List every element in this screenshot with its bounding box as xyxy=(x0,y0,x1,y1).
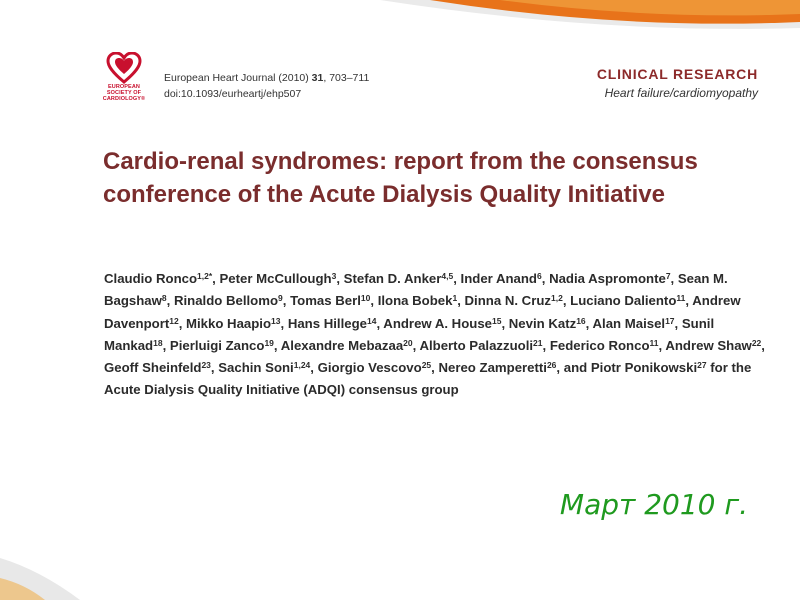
author xyxy=(218,360,310,375)
section-title: CLINICAL RESEARCH xyxy=(596,66,758,82)
section-subtitle: Heart failure/cardiomyopathy xyxy=(604,86,758,100)
author-name: Alexandre Mebazaa xyxy=(280,337,404,353)
author-name: Piotr Ponikowski xyxy=(590,360,698,376)
logo-text: EUROPEAN SOCIETY OF CARDIOLOGY® xyxy=(102,84,146,102)
author-affiliation: 26 xyxy=(546,360,557,371)
author-affiliation: 9 xyxy=(278,293,283,304)
authors: Claudio Ronco$^{1,2*}$, Peter McCullough$^3$, Stefan D. Anker$^{4,5}$, Inder Anand$^6$, Nadia Aspromonte$^7$, Sean M. Bagshaw$^8$, Rinaldo Bellomo$^9$, Tomas Berl$^{10}$, Ilona Bobek$^1$, Dinna N. Cruz$^{1,2}$, Luciano Daliento$^{11}$, Andrew Davenport$^{12}$, Mikko Haapio$^{13}$, Hans Hillege$^{14}$, Andrew A. House$^{15}$, Nevin Katz$^{16}$, Alan Maisel$^{17}$, Sunil Mankad$^{18}$, Pierluigi Zanco$^{19}$, Alexandre Mebazaa$^{20}$, Alberto Palazzuoli$^{21}$, Federico Ronco$^{11}$, Andrew Shaw$^{22}$, Geoff Sheinfeld$^{23}$, Sachin Soni$^{1,24}$, Giorgio Vescovo$^{25}$, Nereo Zamperetti$^{26}$, xyxy=(104,271,765,376)
author-list xyxy=(104,268,774,402)
last-author xyxy=(591,360,707,375)
author-affiliation: 22 xyxy=(751,337,762,348)
article-title: Cardio-renal syndromes: report from the consensus conference of the Acute Dialysis Quality Initiative xyxy=(103,148,698,208)
author-affiliation: 12 xyxy=(169,315,179,326)
author-affiliation: 25 xyxy=(421,360,432,371)
journal-pages: , 703–711 xyxy=(323,72,370,84)
author-name: Nadia Aspromonte xyxy=(549,271,666,286)
author-affiliation: 20 xyxy=(403,337,413,348)
author-name: Sean M. Bagshaw xyxy=(104,271,728,309)
orange-banner-decoration xyxy=(0,0,800,40)
author xyxy=(290,293,370,308)
author xyxy=(461,271,542,286)
author-name: Nereo Zamperetti xyxy=(438,360,547,376)
author-name: Claudio Ronco xyxy=(104,271,198,286)
author xyxy=(549,271,670,286)
author-name: Rinaldo Bellomo xyxy=(173,293,279,309)
author-affiliation: 4,5 xyxy=(441,271,454,281)
author-name: Ilona Bobek xyxy=(377,293,453,309)
author-name: Inder Anand xyxy=(460,271,537,286)
journal-volume: 31 xyxy=(311,72,324,84)
author-name: Stefan D. Anker xyxy=(343,271,442,286)
author xyxy=(104,360,211,375)
author-name: Pierluigi Zanco xyxy=(169,337,265,353)
journal-citation xyxy=(164,70,369,102)
author-name: Peter McCullough xyxy=(219,271,332,286)
author-affiliation: 16 xyxy=(576,315,586,326)
author-affiliation: 11 xyxy=(649,337,659,348)
journal-name: European Heart Journal (2010) xyxy=(164,72,312,84)
author-affiliation: 27 xyxy=(697,360,707,371)
author xyxy=(344,271,454,286)
author xyxy=(378,293,457,308)
author xyxy=(550,338,659,353)
author-affiliation: 1 xyxy=(452,293,458,304)
date-label: Март 2010 г. xyxy=(559,488,748,521)
author-name: Sachin Soni xyxy=(218,360,294,376)
author-affiliation: 1,24 xyxy=(293,360,311,371)
author xyxy=(281,338,413,353)
author xyxy=(570,293,685,308)
authors-conjunction: and xyxy=(563,360,588,376)
esc-logo xyxy=(100,52,152,122)
doi: doi:10.1093/eurheartj/ehp507 xyxy=(164,88,302,100)
author xyxy=(170,338,274,353)
author xyxy=(593,316,675,331)
journal-line xyxy=(164,70,369,86)
author-affiliation: 19 xyxy=(264,337,274,348)
author-name: Hans Hillege xyxy=(287,315,367,331)
author-name: Mikko Haapio xyxy=(186,315,272,331)
author-affiliation: 14 xyxy=(366,315,377,326)
author-name: Andrew Shaw xyxy=(665,337,752,353)
author-affiliation: 6 xyxy=(537,271,542,281)
author-affiliation: 1,2* xyxy=(197,271,213,281)
author xyxy=(104,271,212,286)
authors-suffix: for the Acute Dialysis Quality Initiative (ADQI) consensus group xyxy=(104,360,752,398)
author-name: Alberto Palazzuoli xyxy=(419,337,534,353)
author-name: Alan Maisel xyxy=(592,315,666,331)
author xyxy=(465,293,563,308)
author-affiliation: 1,2 xyxy=(550,293,563,304)
author-affiliation: 21 xyxy=(533,337,543,348)
author-affiliation: 17 xyxy=(665,315,675,326)
author-name: Luciano Daliento xyxy=(570,293,677,309)
corner-decoration xyxy=(0,540,120,600)
author-name: Tomas Berl xyxy=(290,293,361,309)
author-name: Andrew Davenport xyxy=(104,293,741,331)
author xyxy=(186,316,280,331)
author-affiliation: 7 xyxy=(665,271,671,281)
author-name: Federico Ronco xyxy=(549,337,650,353)
author-name: Nevin Katz xyxy=(508,315,577,331)
author-affiliation: 10 xyxy=(360,293,371,304)
author xyxy=(509,316,586,331)
author xyxy=(438,360,556,375)
section-label xyxy=(597,66,758,100)
author-name: Giorgio Vescovo xyxy=(317,360,422,376)
author xyxy=(665,338,761,353)
author-name: Andrew A. House xyxy=(383,315,492,331)
author-name: Sunil Mankad xyxy=(104,315,715,353)
author xyxy=(383,316,501,331)
author-affiliation: 15 xyxy=(491,315,502,326)
author xyxy=(419,338,542,353)
heart-logo-icon xyxy=(106,52,142,84)
author-name: Dinna N. Cruz xyxy=(464,293,551,309)
author-affiliation: 8 xyxy=(161,293,167,304)
author-affiliation: 23 xyxy=(201,360,211,371)
author xyxy=(318,360,432,375)
author-affiliation: 13 xyxy=(271,315,281,326)
author-affiliation: 11 xyxy=(676,293,686,304)
author xyxy=(174,293,283,308)
article-header xyxy=(100,52,770,122)
author-name: Geoff Sheinfeld xyxy=(104,360,202,376)
author-affiliation: 18 xyxy=(153,337,163,348)
author xyxy=(220,271,337,286)
author xyxy=(288,316,377,331)
author-affiliation: 3 xyxy=(331,271,337,281)
